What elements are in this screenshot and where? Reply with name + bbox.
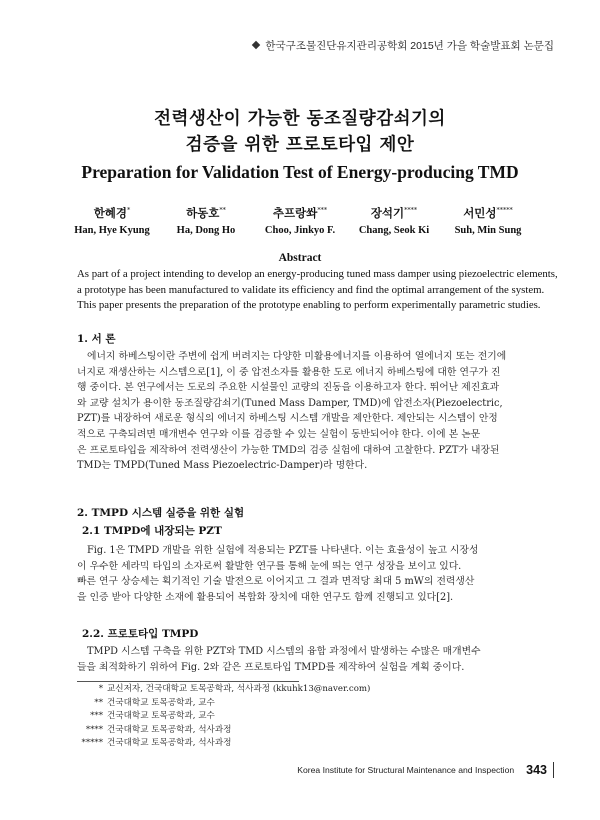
abstract-line: a prototype has been manufactured to validate its efficiency and find the optimal arrangement of the system. [77,283,545,296]
author-name-en: Choo, Jinkyo F. [264,225,336,236]
author [65,205,159,236]
author-name-kr: 장석기 [370,206,405,220]
author [253,205,347,236]
body-line: 와 교량 설치가 용이한 동조질량감쇠기(Tuned Mass Damper, TMD)에 압전소자(Piezoelectric, [77,397,503,409]
author-mark: * [127,206,131,215]
footer-institute: Korea Institute for Structural Maintenance and Inspection [297,765,515,775]
footnote-mark: **** [85,724,103,735]
author-name-en: Chang, Seok Ki [358,225,430,236]
running-header-text: 한국구조물진단유지관리공학회 2015년 가을 학술발표회 논문집 [265,40,554,52]
author-name-en: Ha, Dong Ho [176,225,236,236]
footnote-text: 건국대학교 토목공학과, 교수 [107,711,215,722]
title-english: Preparation for Validation Test of Energy-producing TMD [81,162,519,182]
author-name-kr: 하동호 [186,206,220,220]
title-korean-line-2: 검증을 위한 프로토타입 제안 [185,135,415,155]
footnote-text: 건국대학교 토목공학과, 교수 [107,697,215,708]
footnote-mark: *** [90,711,103,722]
subsection-2-2-heading: 2.2. 프로토타입 TMPD [82,628,199,640]
body-line: TMPD 시스템 구축을 위한 PZT와 TMD 시스템의 융합 과정에서 발생하는 수많은 매개변수 [87,646,481,657]
page-number: 343 [526,763,547,777]
author-mark: ***** [496,206,513,215]
subsection-2-2-body [77,644,523,675]
author-name-en: Suh, Min Sung [454,225,522,236]
abstract-line: As part of a project intending to develop an energy-producing tuned mass damper using piezoelectric elements, [77,268,558,280]
body-line: 은 프로토타입을 제작하여 전력생산이 가능한 TMD의 검증 실험에 대하여 고찰한다. PZT가 내장된 [77,444,500,456]
author-name-en: Han, Hye Kyung [74,225,150,236]
body-line: 적으로 구축되려면 매개변수 연구와 이를 검증할 수 있는 실험이 동반되어야 한다. 이에 본 논문 [77,428,481,440]
author-name-kr: 한혜경 [93,206,128,220]
author-mark: **** [404,206,418,215]
page-footer [297,762,554,778]
diamond-bullet-icon [252,41,261,50]
body-line: Fig. 1은 TMPD 개발을 위한 실험에 적용되는 PZT를 나타낸다. 이는 효율성이 높고 시장성 [87,545,479,556]
abstract-heading: Abstract [278,252,322,264]
body-line: 을 인증 받아 다양한 소재에 활용되어 복합화 장치에 대한 연구도 함께 진행되고 있다[2]. [77,591,454,603]
section-1-body [77,349,523,474]
footnote [77,697,370,711]
footnotes [77,683,370,751]
abstract-line: This paper presents the preparation of the prototype enabling to perform experimentally parametric studies. [77,299,541,312]
title-korean-line-1: 전력생산이 가능한 동조질량감쇠기의 [154,109,446,129]
subsection-2-1-body [77,543,523,605]
abstract-body [77,267,558,314]
author-mark: ** [219,206,226,215]
footnote [77,737,370,751]
body-line: 너지로 재생산하는 시스템으로[1], 이 중 압전소자를 활용한 도로 에너지 하베스팅에 대한 연구가 진 [77,366,501,378]
footnote-text: 교신저자, 건국대학교 토목공학과, 석사과정 (kkuhk13@naver.com) [107,684,371,694]
body-line: 에너지 하베스팅이란 주변에 쉽게 버려지는 다양한 미활용에너지를 이용하여 열에너지 또는 전기에 [87,351,507,362]
footer-rule [553,762,554,778]
footnote-mark: * [98,684,103,694]
section-2-heading: 2. TMPD 시스템 실증을 위한 실험 [77,507,245,519]
author [347,205,441,236]
footnote [77,724,370,738]
body-line: 이 우수한 세라믹 타입의 소자로써 활발한 연구를 통해 눈에 띄는 연구 성장을 보이고 있다. [77,560,462,572]
body-line: PZT)를 내장하여 새로운 형식의 에너지 하베스팅 시스템 개발을 제안한다. 제안되는 시스템이 안정 [77,413,498,425]
author [441,205,535,236]
author-list [65,205,535,236]
subsection-2-1-heading: 2.1 TMPD에 내장되는 PZT [82,525,222,537]
footnote [77,683,370,697]
section-1-heading: 1. 서 론 [77,333,116,345]
footnote [77,710,370,724]
running-header [252,38,554,53]
author-mark: *** [317,206,328,215]
footnote-text: 건국대학교 토목공학과, 석사과정 [107,724,232,735]
author [159,205,253,236]
body-line: 들을 최적화하기 위하여 Fig. 2와 같은 프로토타입 TMPD를 제작하여 실험을 계획 중이다. [77,661,465,673]
footnote-mark: ** [94,697,103,708]
footnote-text: 건국대학교 토목공학과, 석사과정 [107,738,232,749]
body-line: 행 중이다. 본 연구에서는 도로의 주요한 시설물인 교량의 진동을 이용하고자 한다. 뛰어난 제진효과 [77,382,500,394]
body-line: 빠른 연구 상승세는 획기적인 기술 발전으로 이어지고 그 결과 면적당 최대 5 mW의 전력생산 [77,576,475,588]
author-name-kr: 추프랑쏴 [272,206,318,220]
footnote-rule [77,681,299,682]
author-name-kr: 서민성 [463,206,497,220]
body-line: TMD는 TMPD(Tuned Mass Piezoelectric-Damper)라 명한다. [77,460,368,472]
footnote-mark: ***** [81,738,103,749]
